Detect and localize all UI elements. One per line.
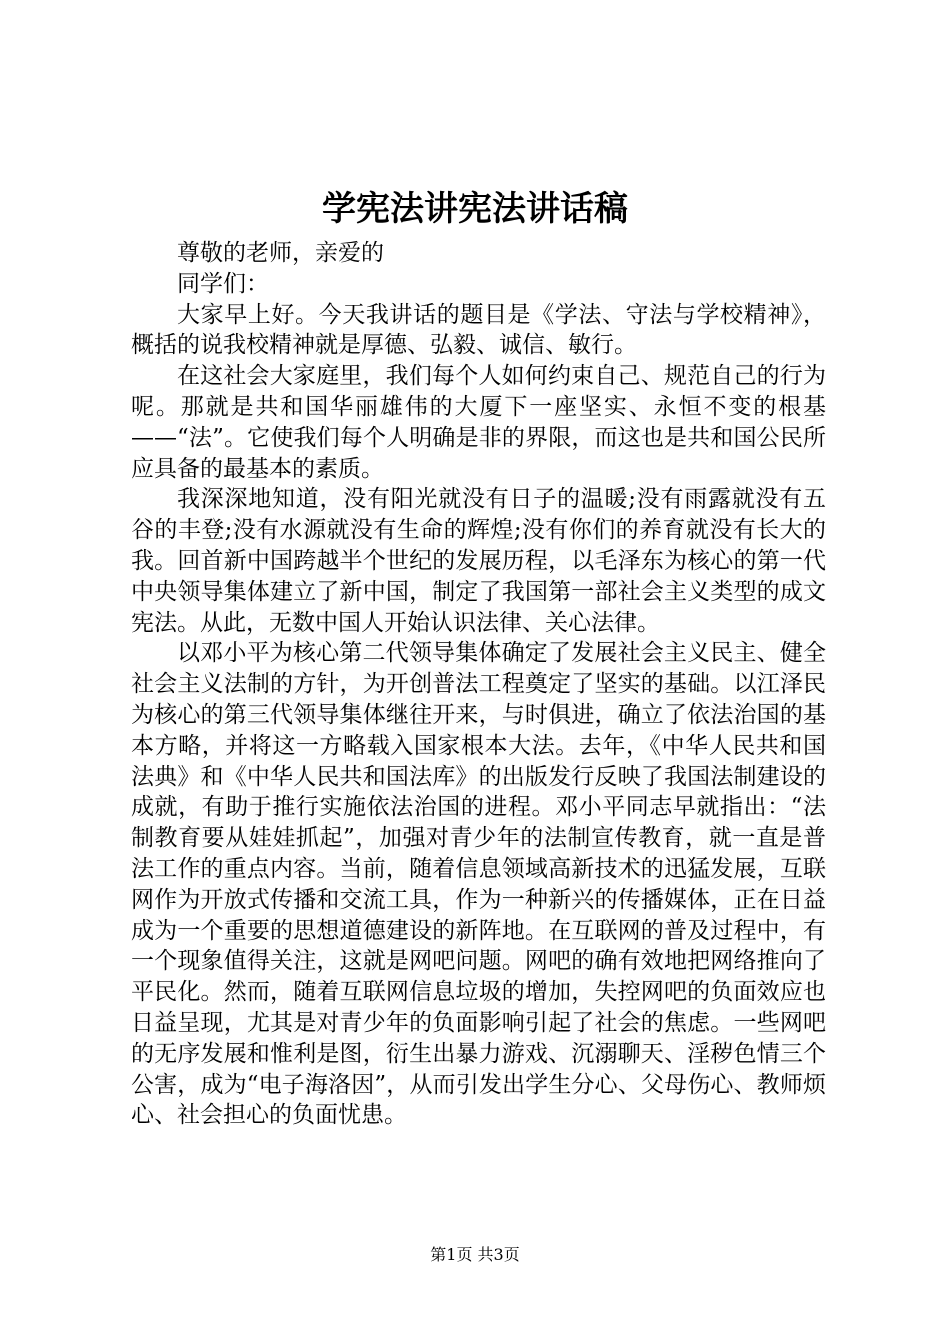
- page-footer: 第1页 共3页: [430, 1245, 520, 1264]
- document-body: [131, 238, 826, 1131]
- salutation-line-1: 尊敬的老师，亲爱的: [177, 240, 384, 266]
- paragraph-history: 我深深地知道，没有阳光就没有日子的温暖;没有雨露就没有五谷的丰登;没有水源就没有生命的辉煌;没有你们的养育就没有长大的我。回首新中国跨越半个世纪的发展历程，以毛泽东为核心的第一代中央领导集体建立了新中国，制定了我国第一部社会主义类型的成文宪法。从此，无数中国人开始认识法律、关心法律。: [131, 486, 826, 636]
- paragraph-greeting: 大家早上好。今天我讲话的题目是《学法、守法与学校精神》，概括的说我校精神就是厚德、弘毅、诚信、敏行。: [131, 301, 826, 359]
- paragraph-law-foundation: 在这社会大家庭里，我们每个人如何约束自己、规范自己的行为呢。那就是共和国华丽雄伟的大厦下一座坚实、永恒不变的根基——“法”。它使我们每个人明确是非的界限，而这也是共和国公民所应具备的最基本的素质。: [131, 363, 826, 482]
- paragraph-legal-development: 以邓小平为核心第二代领导集体确定了发展社会主义民主、健全社会主义法制的方针，为开创普法工程奠定了坚实的基础。以江泽民为核心的第三代领导集体继往开来，与时俱进，确立了依法治国的基本方略，并将这一方略载入国家根本大法。去年，《中华人民共和国法典》和《中华人民共和国法库》的出版发行反映了我国法制建设的成就，有助于推行实施依法治国的进程。邓小平同志早就指出：“法制教育要从娃娃抓起”，加强对青少年的法制宣传教育，就一直是普法工作的重点内容。当前，随着信息领域高新技术的迅猛发展，互联网作为开放式传播和交流工具，作为一种新兴的传播媒体，正在日益成为一个重要的思想道德建设的新阵地。在互联网的普及过程中，有一个现象值得关注，这就是网吧问题。网吧的确有效地把网络推向了平民化。然而，随着互联网信息垃圾的增加，失控网吧的负面效应也日益呈现，尤其是对青少年的负面影响引起了社会的焦虑。一些网吧的无序发展和惟利是图，衍生出暴力游戏、沉溺聊天、淫秽色情三个公害，成为“电子海洛因”，从而引发出学生分心、父母伤心、教师烦心、社会担心的负面忧患。: [131, 640, 826, 1129]
- document-title: 学宪法讲宪法讲话稿: [322, 189, 628, 229]
- salutation-line-2: 同学们：: [177, 270, 269, 297]
